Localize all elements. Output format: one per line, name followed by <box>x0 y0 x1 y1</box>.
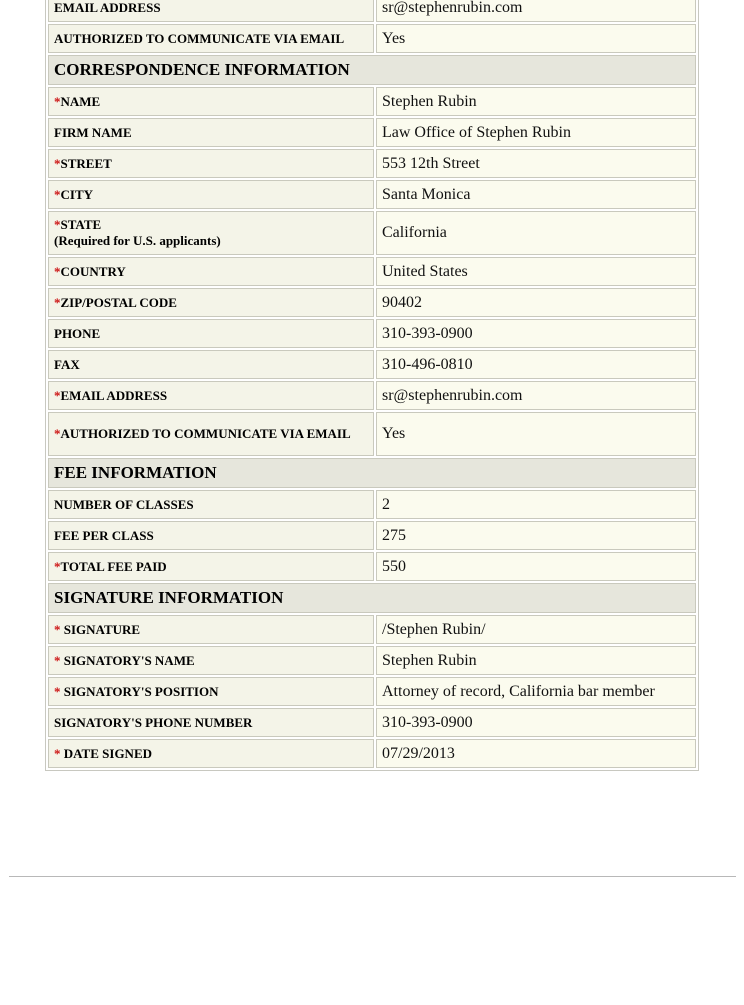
required-marker: * <box>54 186 61 202</box>
field-value-zip: 90402 <box>376 288 696 317</box>
required-marker: * <box>54 217 61 232</box>
field-label-email-address: EMAIL ADDRESS <box>48 0 374 22</box>
table-row <box>48 381 696 410</box>
correspondence-section-heading: CORRESPONDENCE INFORMATION <box>48 55 696 85</box>
field-value-country: United States <box>376 257 696 286</box>
required-marker: * <box>54 652 61 668</box>
required-marker: * <box>54 93 61 109</box>
table-row <box>48 350 696 379</box>
section-header-row <box>48 458 696 488</box>
table-row <box>48 149 696 178</box>
table-row <box>48 708 696 737</box>
field-value-correspondence-email: sr@stephenrubin.com <box>376 381 696 410</box>
table-row <box>48 288 696 317</box>
section-header-row <box>48 55 696 85</box>
table-row <box>48 552 696 581</box>
required-marker: * <box>54 745 61 761</box>
table-row <box>48 490 696 519</box>
field-value-number-of-classes: 2 <box>376 490 696 519</box>
field-value-signature: /Stephen Rubin/ <box>376 615 696 644</box>
field-label-street: *STREET <box>48 149 374 178</box>
field-value-email-address: sr@stephenrubin.com <box>376 0 696 22</box>
table-row <box>48 211 696 255</box>
required-marker: * <box>54 155 61 171</box>
field-label-fee-per-class: FEE PER CLASS <box>48 521 374 550</box>
field-value-signatory-position: Attorney of record, California bar member <box>376 677 696 706</box>
field-label-country: *COUNTRY <box>48 257 374 286</box>
table-row <box>48 87 696 116</box>
page-divider <box>9 876 736 877</box>
required-marker: * <box>54 558 61 574</box>
field-label-date-signed: * DATE SIGNED <box>48 739 374 768</box>
field-label-signatory-position: * SIGNATORY'S POSITION <box>48 677 374 706</box>
field-label-name: *NAME <box>48 87 374 116</box>
field-value-fax: 310-496-0810 <box>376 350 696 379</box>
field-label-total-fee-paid: *TOTAL FEE PAID <box>48 552 374 581</box>
field-label-fax: FAX <box>48 350 374 379</box>
table-row <box>48 739 696 768</box>
field-label-zip: *ZIP/POSTAL CODE <box>48 288 374 317</box>
field-value-street: 553 12th Street <box>376 149 696 178</box>
table-row <box>48 615 696 644</box>
field-value-total-fee-paid: 550 <box>376 552 696 581</box>
table-row <box>48 646 696 675</box>
field-value-date-signed: 07/29/2013 <box>376 739 696 768</box>
field-label-firm-name: FIRM NAME <box>48 118 374 147</box>
field-value-signatory-phone: 310-393-0900 <box>376 708 696 737</box>
signature-section-heading: SIGNATURE INFORMATION <box>48 583 696 613</box>
table-row <box>48 677 696 706</box>
table-row <box>48 319 696 348</box>
field-label-signatory-phone: SIGNATORY'S PHONE NUMBER <box>48 708 374 737</box>
table-row <box>48 521 696 550</box>
table-row <box>48 180 696 209</box>
required-marker: * <box>54 263 61 279</box>
field-sublabel-state: (Required for U.S. applicants) <box>54 233 221 248</box>
section-header-row <box>48 583 696 613</box>
field-value-fee-per-class: 275 <box>376 521 696 550</box>
field-value-correspondence-authorized: Yes <box>376 412 696 456</box>
field-value-city: Santa Monica <box>376 180 696 209</box>
required-marker: * <box>54 621 61 637</box>
field-label-state: *STATE (Required for U.S. applicants) <box>48 211 374 255</box>
required-marker: * <box>54 387 61 403</box>
field-label-signatory-name: * SIGNATORY'S NAME <box>48 646 374 675</box>
table-row <box>48 257 696 286</box>
required-marker: * <box>54 294 61 310</box>
table-row <box>48 118 696 147</box>
table-row <box>48 24 696 53</box>
table-row <box>48 412 696 456</box>
field-label-city: *CITY <box>48 180 374 209</box>
field-value-firm-name: Law Office of Stephen Rubin <box>376 118 696 147</box>
field-label-authorized-email: AUTHORIZED TO COMMUNICATE VIA EMAIL <box>48 24 374 53</box>
table-row <box>48 0 696 22</box>
field-value-name: Stephen Rubin <box>376 87 696 116</box>
field-label-phone: PHONE <box>48 319 374 348</box>
application-form-table <box>45 0 699 771</box>
field-label-number-of-classes: NUMBER OF CLASSES <box>48 490 374 519</box>
field-value-authorized-email: Yes <box>376 24 696 53</box>
fee-section-heading: FEE INFORMATION <box>48 458 696 488</box>
field-label-signature: * SIGNATURE <box>48 615 374 644</box>
required-marker: * <box>54 683 61 699</box>
required-marker: * <box>54 426 61 441</box>
field-value-signatory-name: Stephen Rubin <box>376 646 696 675</box>
field-value-state: California <box>376 211 696 255</box>
field-label-correspondence-email: *EMAIL ADDRESS <box>48 381 374 410</box>
field-label-correspondence-authorized: *AUTHORIZED TO COMMUNICATE VIA EMAIL <box>48 412 374 456</box>
field-value-phone: 310-393-0900 <box>376 319 696 348</box>
